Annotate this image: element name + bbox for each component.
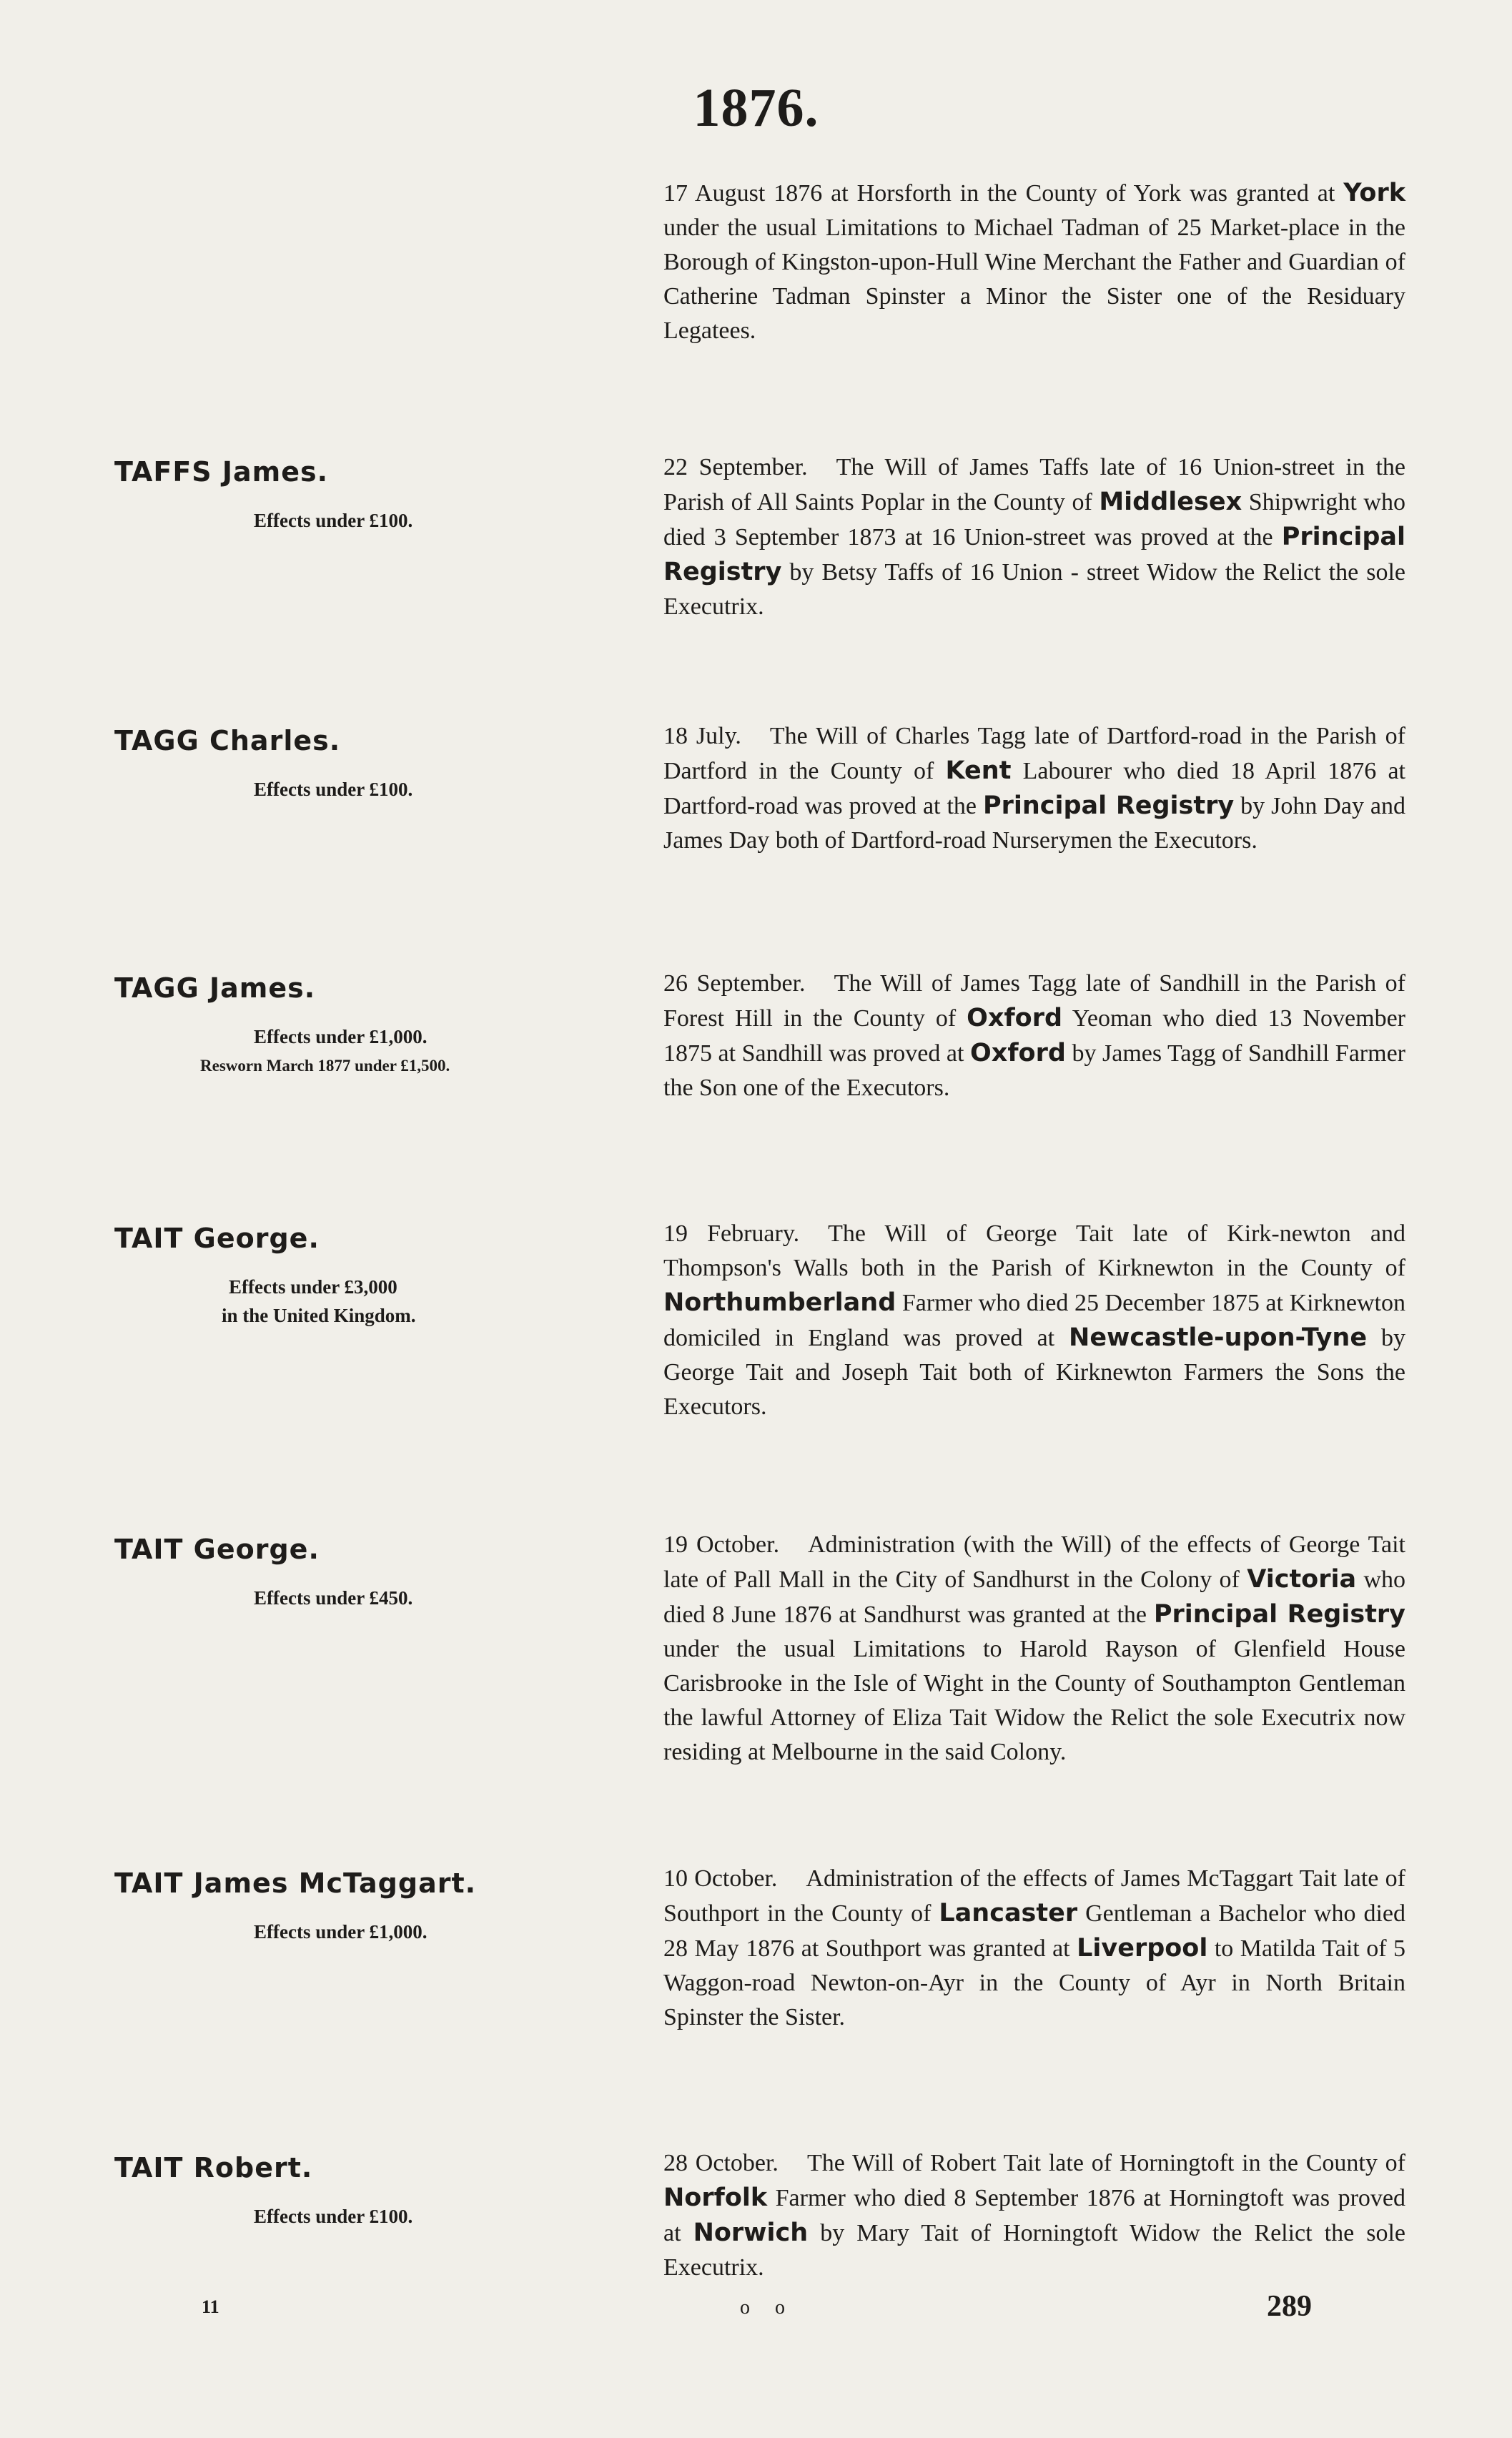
page-title: 1876. bbox=[693, 78, 819, 138]
effects-value: Effects under £450. bbox=[254, 1587, 413, 1609]
entry-date: 22 September. bbox=[663, 454, 808, 480]
entry-text bbox=[663, 967, 1405, 1105]
effects-value: Effects under £100. bbox=[254, 510, 413, 531]
registry-place: Principal Registry bbox=[663, 523, 1405, 586]
testator-name: TAGG James. bbox=[114, 972, 316, 1004]
entry-text-segment: Shipwright who died 3 September 1873 at 16 Union-street was proved at the bbox=[663, 489, 1405, 551]
resworn-note: Resworn March 1877 under £1,500. bbox=[200, 1057, 450, 1075]
signature-number: 11 bbox=[202, 2296, 219, 2317]
entry-text-segment: by Mary Tait of Horningtoft Widow the Relict the sole Executrix. bbox=[663, 2220, 1405, 2281]
effects-note: in the United Kingdom. bbox=[222, 1305, 416, 1326]
entry-heading bbox=[114, 2152, 543, 2231]
entry-text-segment: Labourer who died 18 April 1876 at Dartford-road was proved at the bbox=[663, 758, 1405, 819]
registry-place: Oxford bbox=[969, 1039, 1066, 1067]
entry-text-segment: Farmer who died 8 September 1876 at Horningtoft was proved at bbox=[663, 2185, 1405, 2246]
entry-date: 10 October. bbox=[663, 1865, 778, 1892]
entry-heading bbox=[114, 972, 543, 1075]
entry-text-segment: Administration (with the Will) of the effects of George Tait late of Pall Mall in the City of Sandhurst in the Colony of bbox=[663, 1531, 1405, 1593]
registry-place: Oxford bbox=[967, 1004, 1063, 1032]
entry-text-segment: by John Day and James Day both of Dartford-road Nurserymen the Executors. bbox=[663, 793, 1405, 854]
entry-text-segment: Gentleman a Bachelor who died 28 May 1876 at Southport was granted at bbox=[663, 1900, 1405, 1962]
entry-date: 19 October. bbox=[663, 1531, 780, 1558]
effects-value: Effects under £100. bbox=[254, 779, 413, 800]
registry-place: York bbox=[1343, 179, 1405, 207]
entry-heading bbox=[114, 1867, 543, 1946]
entry-text bbox=[663, 719, 1405, 858]
entry-text-segment: Administration of the effects of James McTaggart Tait late of Southport in the County of bbox=[663, 1865, 1405, 1927]
effects-value: Effects under £1,000. bbox=[254, 1921, 428, 1943]
registry-place: Principal Registry bbox=[1153, 1600, 1406, 1629]
entry-text-segment: The Will of Robert Tait late of Horningtoft in the County of bbox=[806, 2150, 1405, 2176]
entry-text-segment: The Will of James Taffs late of 16 Union-street in the Parish of All Saints Poplar in the County of bbox=[663, 454, 1405, 515]
entry-text bbox=[663, 1862, 1405, 2035]
registry-place: Victoria bbox=[1247, 1565, 1357, 1594]
registry-place: Kent bbox=[945, 756, 1012, 785]
page-number: 289 bbox=[1267, 2290, 1312, 2323]
registry-place: Newcastle-upon-Tyne bbox=[1069, 1323, 1368, 1352]
testator-name: TAFFS James. bbox=[114, 456, 329, 488]
testator-name: TAIT George. bbox=[114, 1534, 320, 1565]
entry-text bbox=[663, 2146, 1405, 2285]
entry-text bbox=[663, 1528, 1405, 1770]
signature-mark: o o bbox=[740, 2296, 795, 2319]
registry-place: Norwich bbox=[693, 2219, 809, 2247]
entry-text-segment: under the usual Limitations to Michael Tadman of 25 Market-place in the Borough of Kingston-upon-Hull Wine Merchant the Father and Guardian of Catherine Tadman Spinster a Minor the Sister one of the Residuary Legatees. bbox=[663, 214, 1405, 344]
testator-name: TAIT Robert. bbox=[114, 2152, 313, 2183]
entry-text-segment: by George Tait and Joseph Tait both of Kirknewton Farmers the Sons the Executors. bbox=[663, 1325, 1406, 1420]
entry-heading bbox=[114, 456, 543, 535]
entry-text bbox=[663, 450, 1405, 624]
testator-name: TAIT George. bbox=[114, 1223, 320, 1254]
entry-text-segment: The Will of James Tagg late of Sandhill in the Parish of Forest Hill in the County of bbox=[663, 970, 1406, 1032]
testator-name: TAGG Charles. bbox=[114, 725, 341, 756]
entry-text bbox=[663, 176, 1405, 348]
registry-place: Principal Registry bbox=[982, 791, 1235, 820]
effects-value: Effects under £1,000. bbox=[254, 1026, 428, 1047]
entry-text-segment: who died 8 June 1876 at Sandhurst was granted at the bbox=[663, 1566, 1406, 1628]
entry-text-segment: The Will of George Tait late of Kirk-newton and Thompson's Walls both in the Parish of Kirknewton in the County of bbox=[663, 1220, 1405, 1281]
testator-name: TAIT James McTaggart. bbox=[114, 1867, 477, 1899]
entry-text-segment: 17 August 1876 at Horsforth in the County of York was granted at bbox=[663, 180, 1344, 207]
effects-value: Effects under £3,000 bbox=[229, 1276, 397, 1298]
entry-text-segment: under the usual Limitations to Harold Rayson of Glenfield House Carisbrooke in the Isle of Wight in the County of Southampton Gentleman the lawful Attorney of Eliza Tait Widow the Relict the sole Executrix now residing at Melbourne in the said Colony. bbox=[663, 1636, 1405, 1765]
registry-place: Northumberland bbox=[663, 1288, 896, 1317]
entry-heading bbox=[114, 1534, 543, 1612]
effects-value: Effects under £100. bbox=[254, 2206, 413, 2227]
entry-date: 18 July. bbox=[663, 723, 741, 749]
entry-text-segment: Farmer who died 25 December 1875 at Kirknewton domiciled in England was proved at bbox=[663, 1290, 1405, 1351]
registry-place: Lancaster bbox=[939, 1899, 1078, 1928]
registry-place: Liverpool bbox=[1077, 1934, 1208, 1963]
entry-text-segment: Yeoman who died 13 November 1875 at Sandhill was proved at bbox=[663, 1005, 1405, 1067]
entry-date: 28 October. bbox=[663, 2150, 779, 2176]
registry-place: Middlesex bbox=[1099, 488, 1242, 516]
entry-text-segment: by James Tagg of Sandhill Farmer the Son one of the Executors. bbox=[663, 1040, 1405, 1101]
entry-text-segment: The Will of Charles Tagg late of Dartford-road in the Parish of Dartford in the County of bbox=[663, 723, 1405, 784]
entry-text bbox=[663, 1217, 1405, 1424]
entry-heading bbox=[114, 725, 543, 804]
registry-place: Norfolk bbox=[663, 2183, 768, 2212]
entry-text-segment: by Betsy Taffs of 16 Union - street Widow the Relict the sole Executrix. bbox=[663, 559, 1405, 620]
entry-text-segment: to Matilda Tait of 5 Waggon-road Newton-on-Ayr in the County of Ayr in North Britain Spinster the Sister. bbox=[663, 1935, 1405, 2030]
entry-date: 19 February. bbox=[663, 1220, 800, 1247]
entry-date: 26 September. bbox=[663, 970, 806, 997]
entry-heading bbox=[114, 1223, 543, 1330]
